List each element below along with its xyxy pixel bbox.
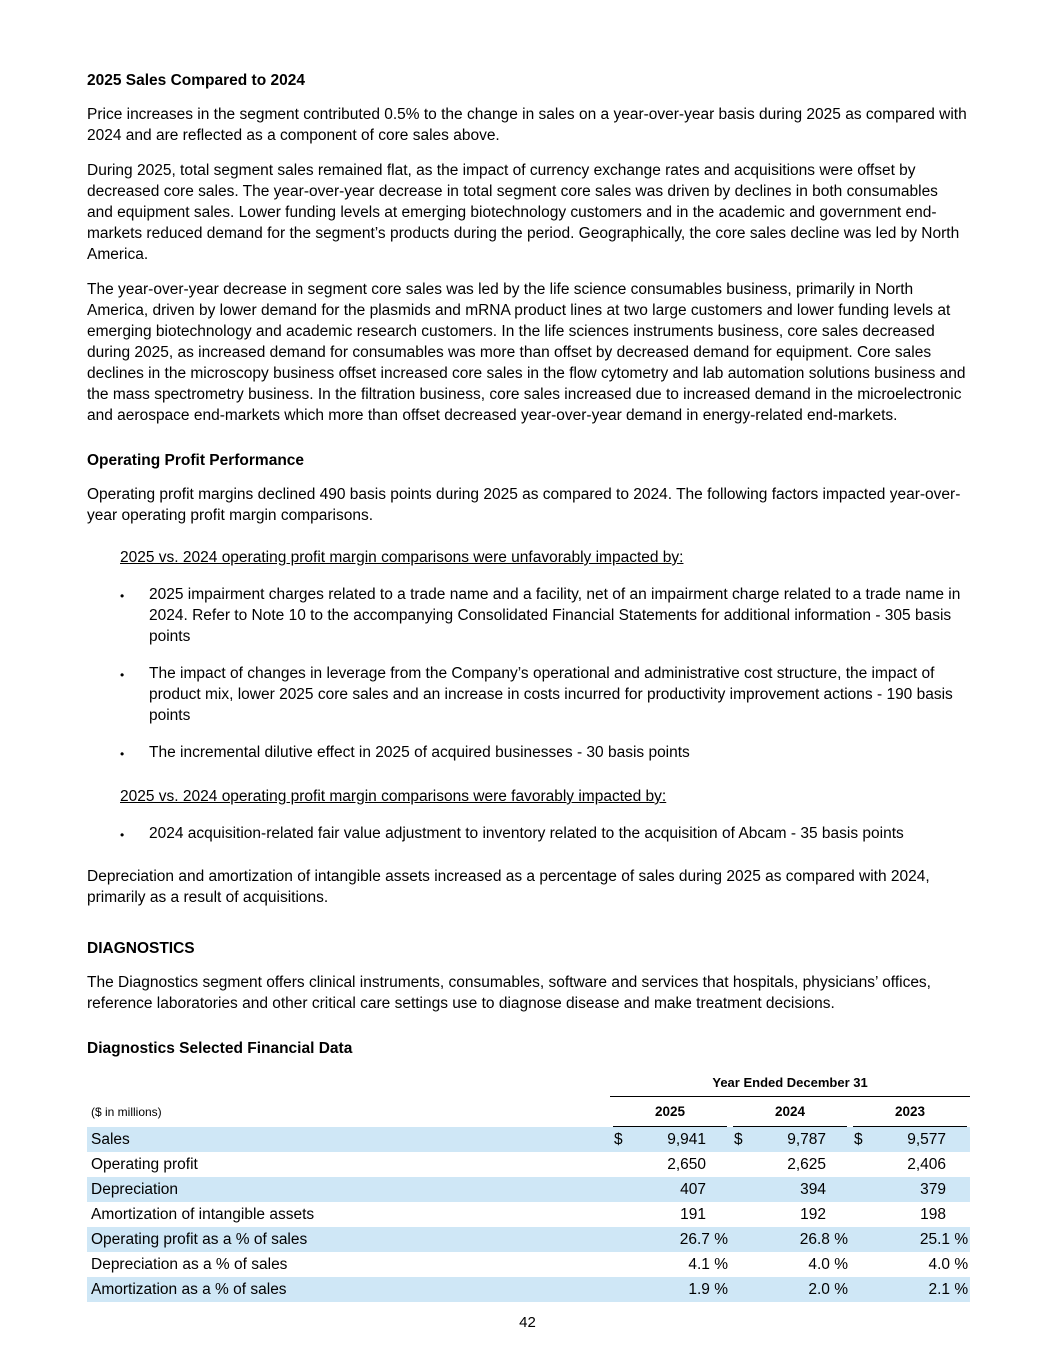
year-header-row [87,1097,970,1127]
cell-percent-value: 4.0 % [808,1256,848,1273]
page-number: 42 [519,1314,536,1331]
cell-value: 407 [680,1181,706,1198]
cell-percent-spacer [708,1177,730,1202]
dollar-spacer [610,1152,646,1177]
bullet-glyph: • [120,589,125,603]
cell-percent-value: 26.8 % [799,1231,848,1248]
table-body [87,1127,970,1302]
cell-percent-value: 4.1 % [688,1256,728,1273]
document-content [87,70,968,1302]
row-label: Depreciation as a % of sales [91,1256,288,1273]
dollar-spacer [730,1177,766,1202]
paragraph-core-sales-detail: The year-over-year decrease in segment core sales was led by the life science consumables business, primarily in North America, driven by lower demand for the plasmids and mRNA product lines at two large customers and lower funding levels at emerging biotechnology and academic research customers. In the life sciences instruments business, core sales decreased during 2025, as increased demand for consumables was more than offset by decreased demand for equipment. Core sales declines in the microscopy business offset increased core sales in the flow cytometry and lab automation solutions business and the mass spectrometry business. In the filtration business, core sales increased due to increased demand in the microelectronic and aerospace end-markets which more than offset decreased year-over-year demand in energy-related end-markets. [87,281,966,424]
table-row [87,1227,970,1252]
row-label: Operating profit [91,1156,198,1173]
dollar-spacer [610,1252,646,1277]
dollar-spacer [610,1277,646,1302]
bullet-item [87,823,968,846]
cell-percent-value: 26.7 % [679,1231,728,1248]
dollar-spacer [850,1277,886,1302]
cell-percent-value: 25.1 % [919,1231,969,1248]
cell-value: 9,577 [907,1131,946,1148]
cell-value: 2,406 [907,1156,946,1173]
dollar-spacer [730,1277,766,1302]
dollar-sign: $ [854,1131,863,1148]
heading-operating-profit-performance: Operating Profit Performance [87,452,305,469]
dollar-spacer [850,1227,886,1252]
dollar-spacer [610,1227,646,1252]
group-header-label: Year Ended December 31 [610,1072,970,1097]
table-row [87,1252,970,1277]
unfavorable-bullet-list [87,584,968,765]
dollar-spacer [610,1202,646,1227]
dollar-sign: $ [734,1131,743,1148]
bullet-text: 2024 acquisition-related fair value adjustment to inventory related to the acquisition of Abcam - 35 basis points [149,825,904,842]
cell-value: 198 [920,1206,946,1223]
cell-percent-value: 4.0 % [928,1256,969,1273]
bullet-glyph: • [120,747,125,761]
bullet-item [87,663,968,726]
cell-percent-spacer [948,1177,970,1202]
dollar-spacer [850,1177,886,1202]
favorable-bullet-list [87,823,968,846]
subheading-unfavorable-impacts: 2025 vs. 2024 operating profit margin comparisons were unfavorably impacted by: [120,549,684,566]
dollar-spacer [610,1177,646,1202]
cell-value: 9,941 [667,1131,706,1148]
dollar-spacer [850,1252,886,1277]
table-row [87,1177,970,1202]
row-label: Depreciation [91,1181,179,1198]
paragraph-depreciation-amortization: Depreciation and amortization of intangible assets increased as a percentage of sales during 2025 as compared with 2024, primarily as a result of acquisitions. [87,868,930,906]
group-header-cell [610,1072,970,1097]
bullet-glyph: • [120,668,125,682]
column-header-2024 [730,1097,850,1127]
cell-value: 2,625 [787,1156,826,1173]
cell-percent-value: 2.1 % [928,1281,969,1298]
cell-percent-spacer [948,1202,970,1227]
table-row [87,1152,970,1177]
row-label: Amortization as a % of sales [91,1281,287,1298]
table-header [87,1072,970,1127]
column-header-2023 [850,1097,970,1127]
cell-percent-spacer [948,1152,970,1177]
dollar-spacer [730,1152,766,1177]
cell-percent-spacer [828,1127,850,1152]
cell-percent-spacer [828,1177,850,1202]
dollar-spacer [850,1202,886,1227]
dollar-spacer [850,1152,886,1177]
dollar-spacer [730,1252,766,1277]
cell-percent-spacer [708,1127,730,1152]
row-label: Amortization of intangible assets [91,1206,315,1223]
dollar-spacer [730,1227,766,1252]
empty-header-cell [87,1072,610,1097]
cell-value: 9,787 [787,1131,826,1148]
cell-percent-spacer [828,1152,850,1177]
subheading-favorable-impacts: 2025 vs. 2024 operating profit margin comparisons were favorably impacted by: [120,788,667,805]
cell-value: 2,650 [667,1156,706,1173]
bullet-text: The incremental dilutive effect in 2025 of acquired businesses - 30 basis points [149,744,690,761]
bullet-glyph: • [120,828,125,842]
bullet-text: The impact of changes in leverage from the Company’s operational and administrative cost structure, the impact of product mix, lower 2025 core sales and an increase in costs incurred for productivity improvement actions - 190 basis points [149,665,953,724]
heading-2025-sales-compared: 2025 Sales Compared to 2024 [87,72,305,89]
cell-percent-spacer [708,1202,730,1227]
cell-percent-spacer [828,1202,850,1227]
table-row [87,1127,970,1152]
cell-percent-value: 2.0 % [808,1281,848,1298]
cell-percent-value: 1.9 % [688,1281,728,1298]
column-header-2023-label: 2023 [853,1101,967,1127]
bullet-item [87,584,968,647]
cell-percent-spacer [948,1127,970,1152]
bullet-item [87,742,968,765]
table-row [87,1202,970,1227]
paragraph-diagnostics-overview: The Diagnostics segment offers clinical instruments, consumables, software and services that hospitals, physicians’ offices, reference laboratories and other critical care settings use to diagnose disease and make treatment decisions. [87,974,931,1012]
group-header-row [87,1072,970,1097]
row-label: Sales [91,1131,130,1148]
column-header-2025-label: 2025 [613,1101,727,1127]
paragraph-segment-sales-flat: During 2025, total segment sales remained flat, as the impact of currency exchange rates and acquisitions were offset by decreased core sales. The year-over-year decrease in total segment core sales was driven by declines in both consumables and equipment sales. Lower funding levels at emerging biotechnology customers and in the academic and government end-markets reduced demand for the segment’s products during the period. Geographically, the core sales decline was led by North America. [87,162,960,263]
cell-value: 191 [680,1206,706,1223]
heading-diagnostics: DIAGNOSTICS [87,940,195,957]
cell-percent-spacer [708,1152,730,1177]
table-caption: ($ in millions) [91,1105,162,1119]
paragraph-price-increases: Price increases in the segment contributed 0.5% to the change in sales on a year-over-year basis during 2025 as compared with 2024 and are reflected as a component of core sales above. [87,106,967,144]
diagnostics-financial-table [87,1072,970,1302]
column-header-2024-label: 2024 [733,1101,847,1127]
heading-diagnostics-selected-financial-data: Diagnostics Selected Financial Data [87,1040,353,1057]
dollar-sign: $ [614,1131,623,1148]
paragraph-operating-margins: Operating profit margins declined 490 basis points during 2025 as compared to 2024. The following factors impacted year-over-year operating profit margin comparisons. [87,486,961,524]
financial-table-wrapper [87,1072,968,1302]
row-label: Operating profit as a % of sales [91,1231,308,1248]
table-row [87,1277,970,1302]
cell-value: 394 [800,1181,826,1198]
cell-value: 379 [920,1181,946,1198]
cell-value: 192 [800,1206,826,1223]
column-header-2025 [610,1097,730,1127]
bullet-text: 2025 impairment charges related to a trade name and a facility, net of an impairment charge related to a trade name in 2024. Refer to Note 10 to the accompanying Consolidated Financial Statements for additional information - 305 basis points [149,586,961,645]
dollar-spacer [730,1202,766,1227]
